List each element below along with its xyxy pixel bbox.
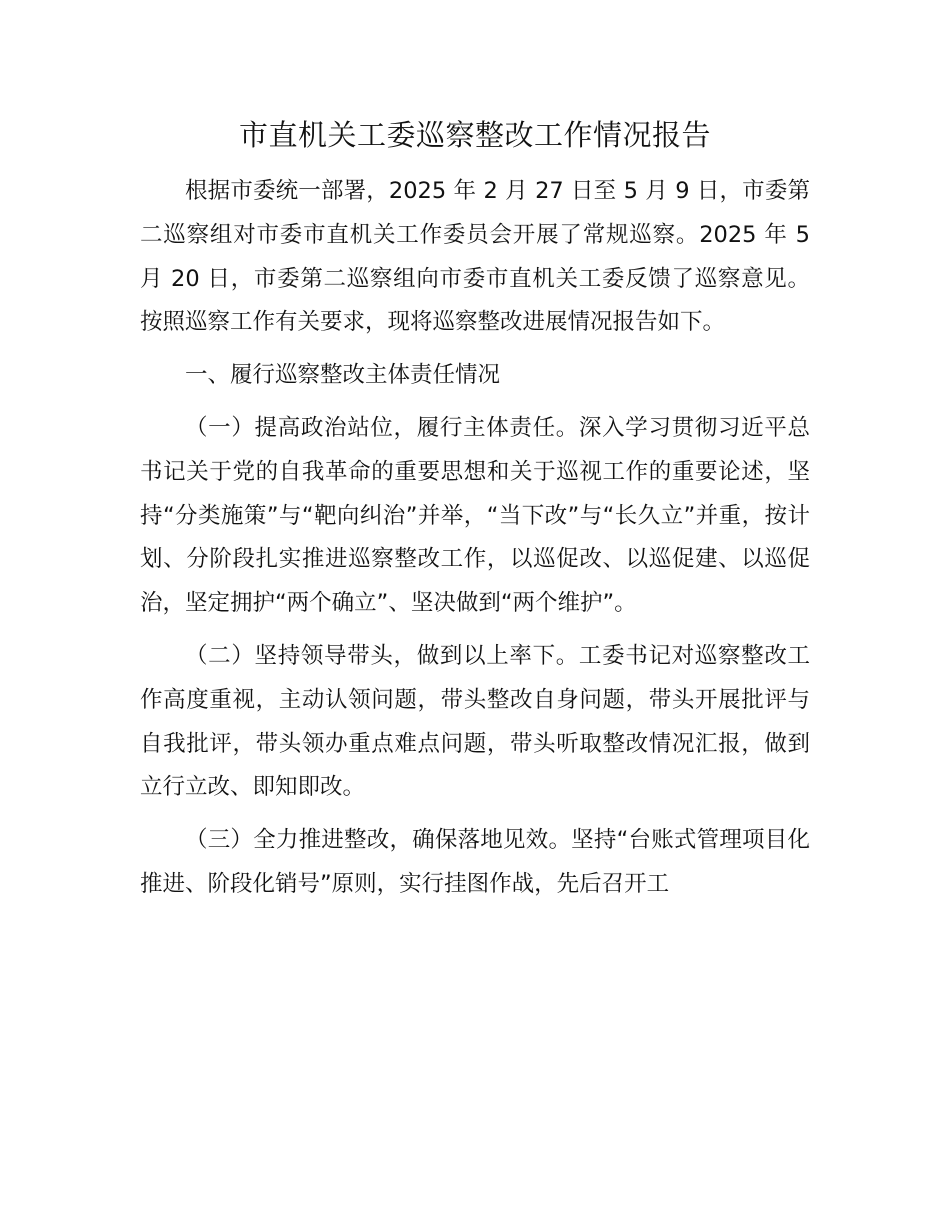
- document-title: 市直机关工委巡察整改工作情况报告: [238, 118, 711, 152]
- section-heading-1: 一、履行巡察整改主体责任情况: [185, 362, 501, 389]
- document-body: [140, 170, 810, 907]
- intro-paragraph: 根据市委统一部署，2025 年 2 月 27 日至 5 月 9 日，市委第二巡察组对市委市直机关工作委员会开展了常规巡察。2025 年 5 月 20 日，市委第二巡察组向市委市直机关工委反馈了巡察意见。按照巡察工作有关要求，现将巡察整改进展情况报告如下。: [140, 178, 810, 336]
- subsection-paragraph-1: （一）提高政治站位，履行主体责任。深入学习贯彻习近平总书记关于党的自我革命的重要思想和关于巡视工作的重要论述，坚持“分类施策”与“靶向纠治”并举，“当下改”与“长久立”并重，按计划、分阶段扎实推进巡察整改工作，以巡促改、以巡促建、以巡促治，坚定拥护“两个确立”、坚决做到“两个维护”。: [140, 414, 810, 617]
- subsection-paragraph-2: （二）坚持领导带头，做到以上率下。工委书记对巡察整改工作高度重视，主动认领问题，带头整改自身问题，带头开展批评与自我批评，带头领办重点难点问题，带头听取整改情况汇报，做到立行立改、即知即改。: [140, 642, 810, 801]
- subsection-paragraph-3: （三）全力推进整改，确保落地见效。坚持“台账式管理项目化推进、阶段化销号”原则，实行挂图作战，先后召开工: [140, 827, 810, 897]
